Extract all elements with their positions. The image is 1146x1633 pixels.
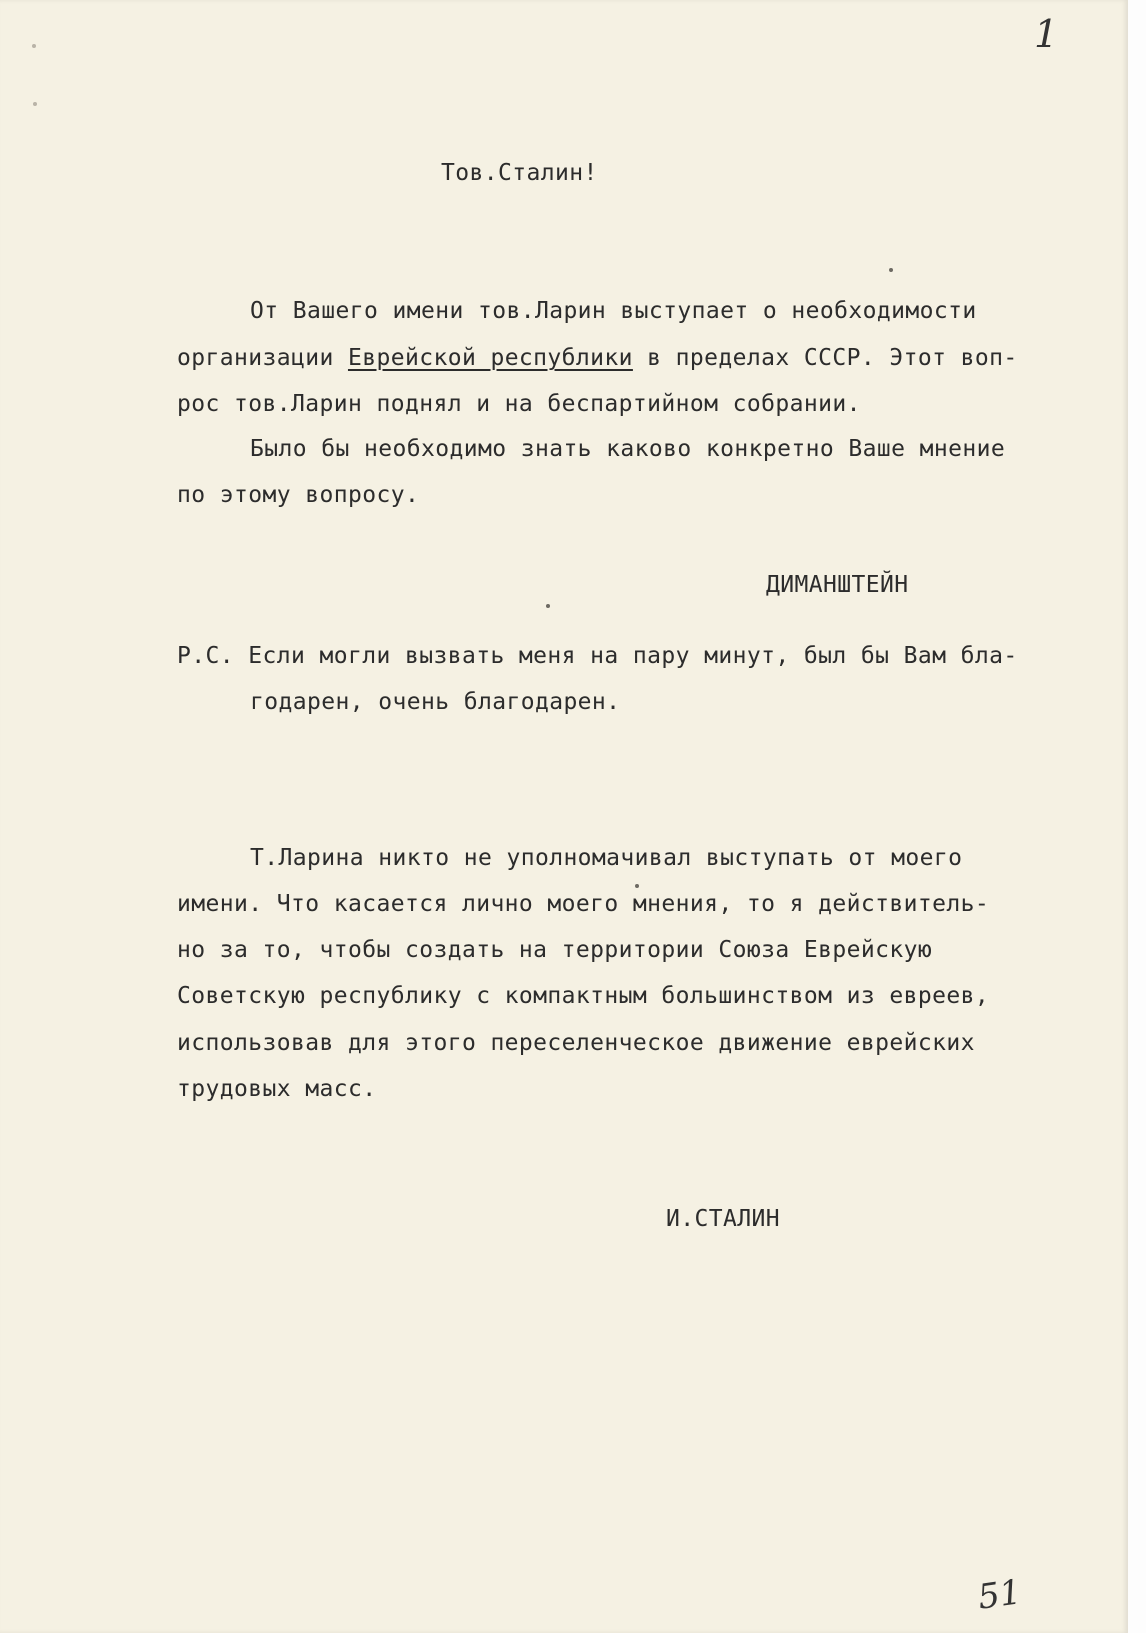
reply-line: Т.Ларина никто не уполномачивал выступать от моего — [250, 845, 963, 871]
signature-dimanshtein: ДИМАНШТЕЙН — [766, 572, 909, 598]
paragraph1-line2-after: в пределах СССР. Этот воп- — [632, 345, 1018, 371]
paper-speck — [889, 268, 893, 272]
paper-speck — [33, 102, 37, 106]
paragraph1-line2 — [177, 345, 1018, 371]
underlined-phrase: Еврейской республики — [347, 345, 633, 371]
archive-mark: 51 — [975, 1572, 1024, 1618]
reply-line: имени. Что касается лично моего мнения, то я действитель- — [177, 891, 990, 917]
paper-speck — [32, 44, 36, 48]
paragraph1-line3: рос тов.Ларин поднял и на беспартийном собрании. — [177, 391, 861, 417]
paper-speck — [546, 604, 550, 608]
salutation: Тов.Сталин! — [441, 160, 598, 186]
postscript-line1: Р.С. Если могли вызвать меня на пару минут, был бы Вам бла- — [177, 643, 1018, 669]
reply-line: трудовых масс. — [177, 1076, 377, 1102]
reply-line: Советскую республику с компактным большинством из евреев, — [177, 983, 990, 1009]
scan-border — [1128, 0, 1146, 1633]
reply-line: использовав для этого переселенческое движение еврейских — [177, 1030, 975, 1056]
paragraph2-line2: по этому вопросу. — [177, 482, 420, 508]
postscript-line2: годарен, очень благодарен. — [250, 689, 621, 715]
paragraph1-line1: От Вашего имени тов.Ларин выступает о необходимости — [250, 298, 977, 324]
page-number: 1 — [1034, 12, 1059, 56]
signature-stalin: И.СТАЛИН — [666, 1206, 780, 1232]
paragraph1-line2-before: организации — [177, 345, 348, 371]
paper-speck — [635, 884, 639, 888]
reply-line: но за то, чтобы создать на территории Союза Еврейскую — [177, 937, 933, 963]
paragraph2-line1: Было бы необходимо знать каково конкретно Ваше мнение — [250, 436, 1006, 462]
